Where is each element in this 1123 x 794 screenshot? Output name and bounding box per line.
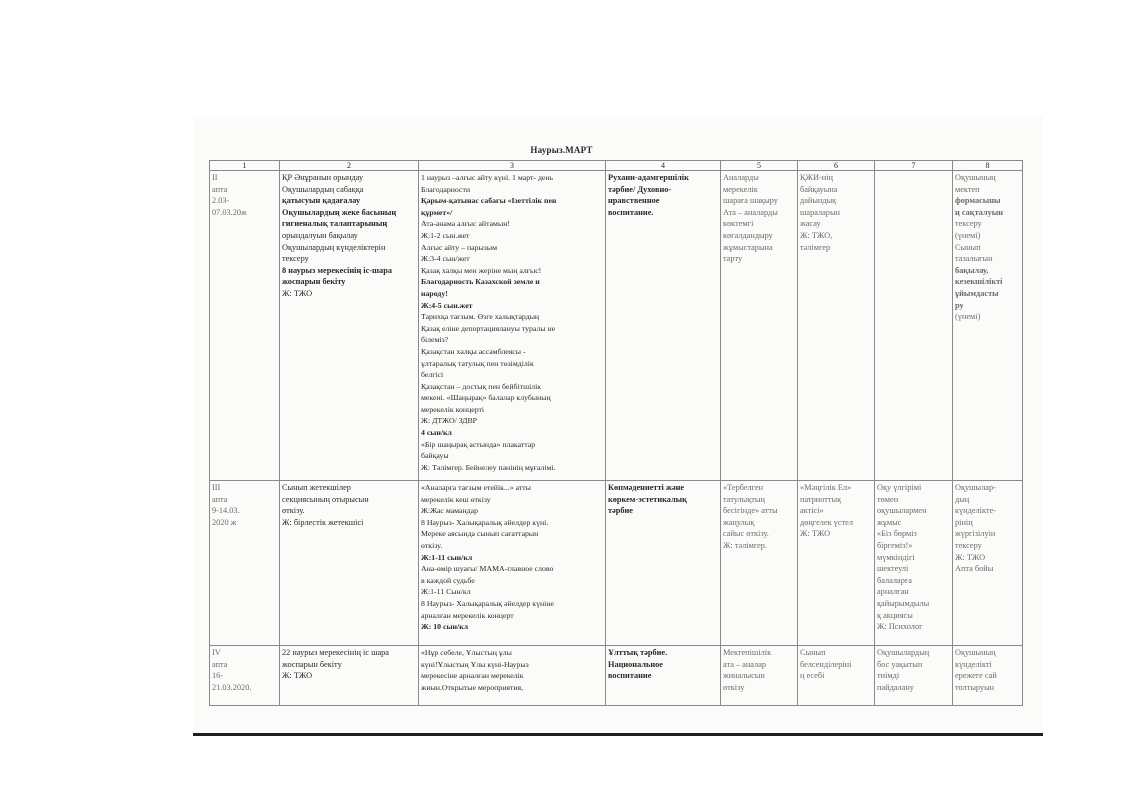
text-line: тәлімгер — [800, 242, 831, 252]
text-line: апта — [212, 184, 228, 194]
text-line: Оқу үлгірімі — [877, 483, 922, 492]
text-line: Ж:3-4 сын/жет — [421, 254, 470, 264]
text-line: (үнемі) — [955, 312, 981, 322]
cell-week — [210, 171, 280, 481]
table-row-week-2 — [210, 171, 1023, 481]
text-line: дың — [955, 494, 970, 504]
text-line: белгісі — [421, 370, 444, 380]
text-line: тәрбие/ Духовно- — [608, 184, 672, 194]
text-line: Қарым-қатынас сабағы «Ізеттілік пен — [421, 196, 557, 206]
text-line: тексеру — [282, 254, 309, 264]
text-line: Ж: тәлімгер. — [723, 540, 768, 550]
text-line: формасыны — [955, 196, 1001, 206]
text-line: Ана-өмір шуағы/ МАМА-главное слово — [421, 564, 554, 574]
cell-parents — [721, 646, 798, 706]
text-line: 4 сын/кл — [421, 428, 452, 438]
text-line: білеміз? — [421, 335, 449, 345]
text-line: өткізу. — [421, 540, 443, 550]
text-line: шараға шақыру — [723, 196, 778, 206]
text-line: татулықтың — [723, 494, 765, 504]
text-line: Ата-анама алғыс айтамын! — [421, 219, 510, 229]
cell-events — [419, 646, 606, 706]
cell-week — [210, 481, 280, 646]
text-line: орындалуын бақылау — [282, 230, 358, 240]
scan-bottom-edge — [193, 733, 1043, 736]
text-line: жиын.Открытые мероприятия, — [421, 682, 524, 692]
text-line: Сынып — [955, 242, 981, 252]
text-line: в каждой судьбе — [421, 575, 475, 585]
text-line: апта — [212, 659, 228, 669]
text-line: «Нұр себеле, Ұлыстың ұлы — [421, 648, 512, 657]
text-line: народу! — [421, 288, 448, 298]
text-line: II — [212, 173, 218, 182]
text-line: Ж:1-11 сын/кл — [421, 552, 473, 562]
text-line: тарту — [723, 254, 743, 264]
col-header: 4 — [606, 161, 721, 171]
col-header: 2 — [280, 161, 419, 171]
text-line: ң сақталуын — [955, 207, 1004, 217]
text-line: 22 наурыз мерекесінің іс шара — [282, 648, 389, 657]
text-line: Ж:Жас мамандар — [421, 506, 478, 516]
text-line: тазалығын — [955, 254, 993, 264]
text-line: жиналысын — [723, 671, 765, 681]
text-line: Қазақстан халқы ассамблеясы - — [421, 346, 526, 356]
cell-individual-work — [875, 481, 953, 646]
text-line: Сынып — [800, 648, 826, 657]
table-row-week-3 — [210, 481, 1023, 646]
text-line: «Біз бөрміз — [877, 529, 917, 539]
text-line: 16- — [212, 671, 224, 681]
text-line: Қазақ еліне депортациялануы туралы не — [421, 323, 556, 333]
text-line: Ұлттық тәрбие. — [608, 648, 668, 657]
text-line: жаңулық — [723, 517, 755, 527]
text-line: Благодарность Казахской земле и — [421, 277, 540, 287]
cell-direction — [606, 171, 721, 481]
text-line: 9-14.03. — [212, 506, 240, 516]
text-line: балаларға — [877, 575, 912, 585]
text-line: Қазақстан – достық пен бейбітшілік — [421, 381, 542, 391]
text-line: 07.03.20ж — [212, 207, 247, 217]
text-line: 2.03- — [212, 196, 230, 206]
text-line: Оқушының — [955, 173, 996, 182]
text-line: бесігінде» атты — [723, 506, 778, 516]
text-line: апта — [212, 494, 228, 504]
text-line: IV — [212, 648, 221, 657]
text-line: Қазақ халқы мен жеріне мың алғыс! — [421, 265, 542, 275]
text-line: Ж:1-2 сын.жет — [421, 230, 470, 240]
text-line: ҚР Әнұранын орындау — [282, 173, 364, 182]
cell-events — [419, 481, 606, 646]
col-header: 6 — [798, 161, 875, 171]
text-line: патриоттық — [800, 494, 842, 504]
col-header: 7 — [875, 161, 953, 171]
text-line: гигиеналық талаптарының — [282, 219, 388, 229]
text-line: Оқушының — [955, 648, 996, 657]
text-line: Мектепішілік — [723, 648, 772, 657]
text-line: қатысуын қадағалау — [282, 196, 361, 206]
text-line: мектеп — [955, 184, 980, 194]
text-line: күні!Ұлыстың Ұлы күні-Наурыз — [421, 659, 529, 669]
cell-organization — [280, 481, 419, 646]
text-line: секциясының отырысын — [282, 494, 369, 504]
cell-control — [953, 171, 1023, 481]
text-line: Апта бойы — [955, 564, 994, 574]
text-line: шектеулі — [877, 564, 909, 574]
text-line: Ж: бірлестік жетекшісі — [282, 517, 364, 527]
text-line: тексеру — [955, 219, 982, 229]
text-line: 8 наурыз мерекесінің іс-шара — [282, 265, 392, 275]
text-line: бос уақытын — [877, 659, 923, 669]
cell-control — [953, 646, 1023, 706]
text-line: ң есебі — [800, 671, 825, 681]
text-line: жоспарын бекіту — [282, 659, 342, 669]
cell-organization — [280, 171, 419, 481]
text-line: жоспарын бекіту — [282, 277, 346, 287]
text-line: мерекелік — [723, 184, 758, 194]
text-line: бақылау, — [955, 265, 989, 275]
text-line: Алғыс айту – парызым — [421, 242, 498, 252]
text-line: ережеге сай — [955, 671, 997, 681]
page-title: Наурыз.МАРТ — [530, 145, 593, 155]
text-line: 8 Наурыз- Халықаралық әйелдер күніне — [421, 598, 554, 608]
text-line: ру — [955, 300, 964, 310]
text-line: Рухани-адамгершілік — [608, 173, 689, 182]
cell-individual-work — [875, 646, 953, 706]
text-line: мерекелік кеш өткізу — [421, 494, 491, 504]
text-line: Мереке аясында сынып сағаттарын — [421, 529, 539, 539]
text-line: рінің — [955, 517, 973, 527]
text-line: Аналарды — [723, 173, 759, 182]
text-line: мерекесіне арналған мерекелік — [421, 671, 524, 681]
col-header: 8 — [953, 161, 1023, 171]
text-line: 21.03.2020. — [212, 682, 252, 692]
text-line: Сынып жетекшілер — [282, 483, 351, 492]
text-line: өткізу. — [282, 506, 305, 516]
text-line: тексеру — [955, 540, 982, 550]
text-line: мүмкіндігі — [877, 552, 915, 562]
text-line: Оқушылардың жеке басының — [282, 207, 397, 217]
text-line: жасау — [800, 219, 821, 229]
text-line: воспитание — [608, 671, 652, 681]
cell-parents — [721, 481, 798, 646]
text-line: 1 наурыз –алғыс айту күні. 1 март- день — [421, 173, 554, 182]
text-line: Ж: ТЖО — [282, 671, 313, 681]
text-line: Национальное — [608, 659, 663, 669]
header-row — [210, 161, 1023, 171]
col-header: 1 — [210, 161, 280, 171]
text-line: Ж: ДТЖО/ ЗДВР — [421, 416, 478, 426]
text-line: актісі» — [800, 506, 824, 516]
plan-table — [209, 160, 1023, 706]
text-line: «Тербелген — [723, 483, 764, 492]
text-line: Тарихқа тағзым. Өзге халықтардың — [421, 312, 540, 322]
text-line: 8 Наурыз- Халықаралық әйелдер күні. — [421, 517, 549, 527]
text-line: тәрбие — [608, 506, 633, 516]
text-line: Ж: ТЖО, — [800, 230, 833, 240]
text-line: көктемгі — [723, 219, 754, 229]
text-line: көркем-эстетикалық — [608, 494, 687, 504]
text-line: Благодарности — [421, 184, 471, 194]
text-line: Оқушылардың сабаққа — [282, 184, 364, 194]
text-line: Ата – аналарды — [723, 207, 778, 217]
text-line: көгалдандыру — [723, 230, 773, 240]
text-line: өткізу — [723, 682, 745, 692]
text-line: белсенділеріні — [800, 659, 852, 669]
text-line: арналған — [877, 587, 909, 597]
text-line: Ж: 10 сын/кл — [421, 622, 469, 632]
text-line: қ акциясы — [877, 610, 913, 620]
table-row-week-4 — [210, 646, 1023, 706]
text-line: кезекшілікті — [955, 277, 1003, 287]
text-line: ҚЖИ-нің — [800, 173, 833, 182]
text-line: ұлтаралық татулық пен төзімділік — [421, 358, 534, 368]
text-line: III — [212, 483, 221, 492]
text-line: «Мәңгілік Ел» — [800, 483, 852, 492]
cell-direction — [606, 481, 721, 646]
text-line: «Аналарға тағзым етейік...» атты — [421, 483, 531, 492]
text-line: Оқушылардың күнделіктерін — [282, 242, 386, 252]
text-line: Ж: ТЖО — [955, 552, 986, 562]
text-line: төмен — [877, 494, 899, 504]
text-line: қайырымдылы — [877, 598, 930, 608]
text-line: пайдалану — [877, 682, 914, 692]
text-line: ата – аналар — [723, 659, 767, 669]
text-line: тиімді — [877, 671, 900, 681]
text-line: жұмыс — [877, 517, 902, 527]
text-line: Көпмәдениетті және — [608, 483, 685, 492]
text-line: Ж: ТЖО — [282, 288, 313, 298]
text-line: Ж: Тәлімгер. Бейнелеу пәнінің мұғалімі. — [421, 462, 556, 472]
text-line: (үнемі) — [955, 230, 981, 240]
cell-control — [953, 481, 1023, 646]
cell-organization — [280, 646, 419, 706]
text-line: Ж:1-11 Сын/кл — [421, 587, 471, 597]
cell-week — [210, 646, 280, 706]
cell-events — [419, 171, 606, 481]
text-line: Оқушылардың — [877, 648, 930, 657]
text-line: мерекелік концерті — [421, 404, 485, 414]
text-line: арналған мерекелік концерт — [421, 610, 514, 620]
text-line: байқауы — [421, 451, 449, 461]
text-line: сайыс өткізу. — [723, 529, 769, 539]
cell-direction — [606, 646, 721, 706]
text-line: байқауына — [800, 184, 838, 194]
text-line: воспитание. — [608, 207, 654, 217]
text-line: біргеміз!» — [877, 540, 913, 550]
text-line: дөңгелек үстел — [800, 517, 853, 527]
text-line: дайындық — [800, 196, 837, 206]
text-line: толтыруын — [955, 682, 995, 692]
cell-individual-work — [875, 171, 953, 481]
cell-research — [798, 481, 875, 646]
text-line: шараларын — [800, 207, 840, 217]
cell-research — [798, 646, 875, 706]
text-line: күнделікте- — [955, 506, 996, 516]
text-line: жүргізілуін — [955, 529, 996, 539]
text-line: мекені. «Шаңырақ» балалар клубының — [421, 393, 551, 403]
text-line: күнделікті — [955, 659, 992, 669]
text-line: Ж:4-5 сын.жет — [421, 300, 473, 310]
text-line: Ж: ТЖО — [800, 529, 831, 539]
text-line: Ж: Психолог — [877, 622, 923, 632]
text-line: жұмыстарына — [723, 242, 773, 252]
text-line: құрмет»/ — [421, 207, 453, 217]
text-line: «Бір шаңырақ астында» плакаттар — [421, 439, 536, 449]
cell-research — [798, 171, 875, 481]
cell-parents — [721, 171, 798, 481]
text-line: 2020 ж — [212, 517, 237, 527]
text-line: ұйымдасты — [955, 288, 999, 298]
text-line: Оқушылар- — [955, 483, 996, 492]
col-header: 5 — [721, 161, 798, 171]
text-line: оқушылармен — [877, 506, 927, 516]
text-line: нравственное — [608, 196, 660, 206]
col-header: 3 — [419, 161, 606, 171]
